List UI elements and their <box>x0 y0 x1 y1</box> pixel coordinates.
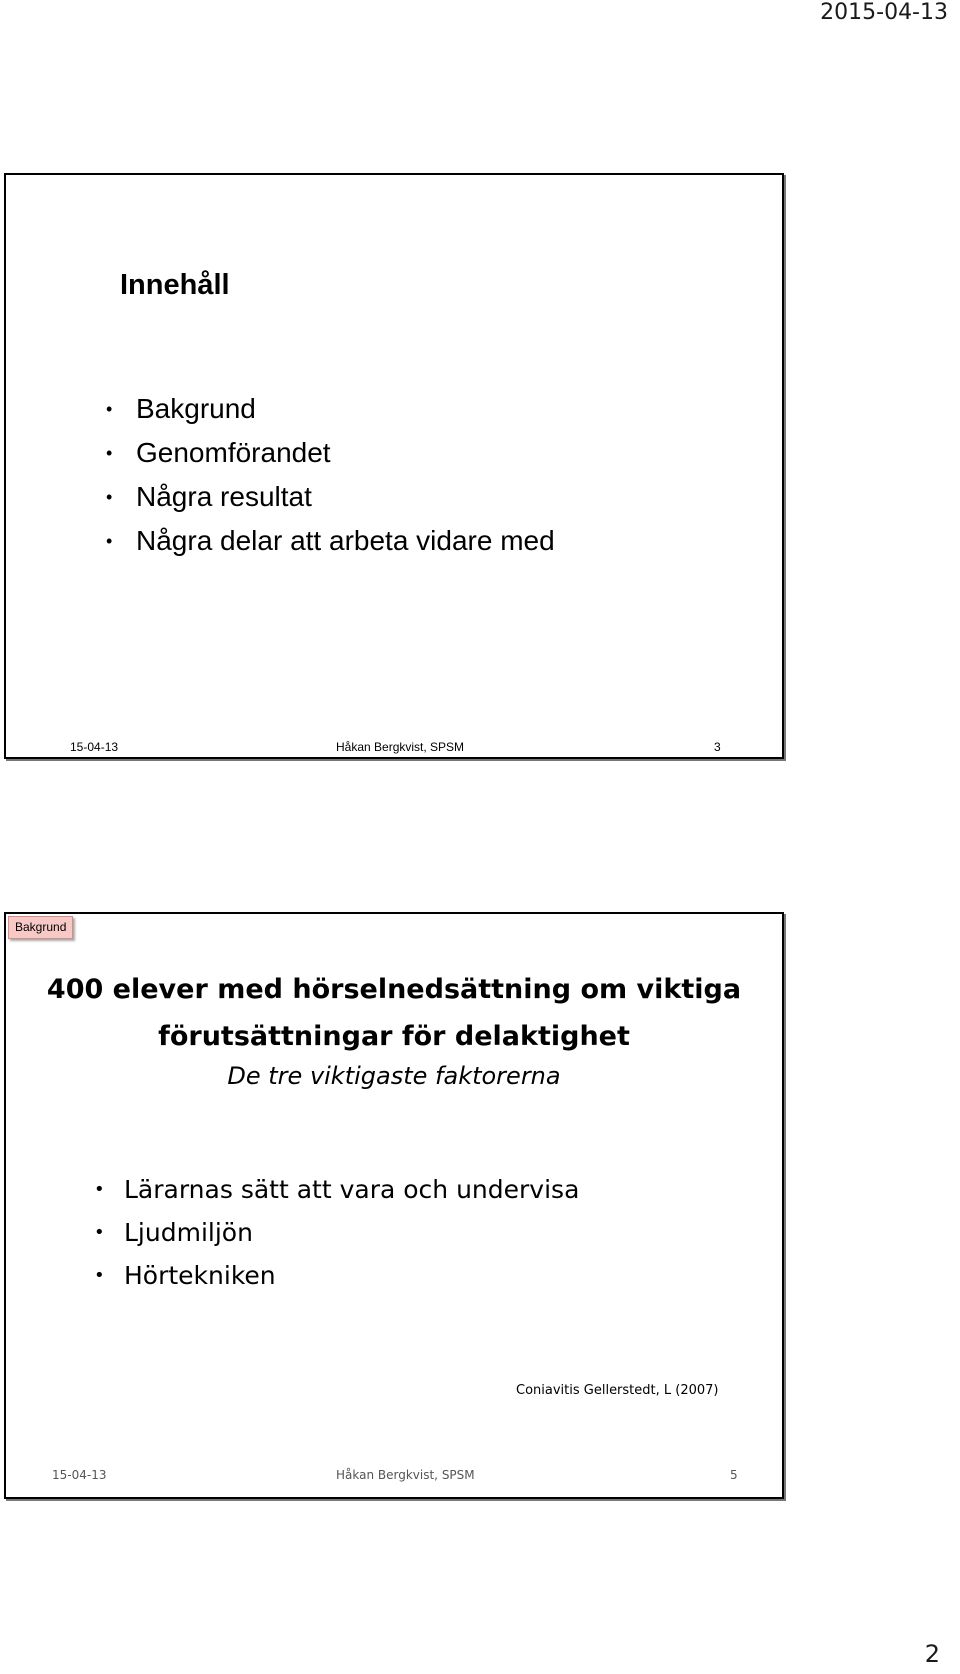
bullet-icon: • <box>106 531 113 551</box>
list-item-text: Hörtekniken <box>124 1261 276 1290</box>
list-item-text: Lärarnas sätt att vara och undervisa <box>124 1175 580 1204</box>
slide-heading <box>6 966 782 1060</box>
list-item <box>94 1211 579 1254</box>
slide-3 <box>4 173 784 759</box>
slide-title: Innehåll <box>120 269 230 301</box>
slide-number: 3 <box>714 740 721 754</box>
list-item-text: Några delar att arbeta vidare med <box>136 525 555 556</box>
bullet-icon: • <box>94 1179 105 1200</box>
bullet-icon: • <box>106 399 113 419</box>
slide-footer-author: Håkan Bergkvist, SPSM <box>336 740 465 754</box>
list-item <box>106 475 555 519</box>
section-tag: Bakgrund <box>8 916 73 939</box>
list-item-text: Ljudmiljön <box>124 1218 253 1247</box>
citation: Coniavitis Gellerstedt, L (2007) <box>516 1383 719 1398</box>
slide-5 <box>4 912 784 1499</box>
heading-line: 400 elever med hörselnedsättning om viktiga <box>46 974 742 1005</box>
bullet-icon: • <box>106 443 113 463</box>
slide-footer-date: 15-04-13 <box>52 1468 107 1482</box>
bullet-icon: • <box>94 1222 105 1243</box>
heading-line: förutsättningar för delaktighet <box>158 1021 630 1052</box>
list-item <box>94 1168 579 1211</box>
list-item-text: Genomförandet <box>136 437 331 468</box>
list-item <box>106 387 555 431</box>
slide-subheading: De tre viktigaste faktorerna <box>227 1062 561 1090</box>
bullet-list <box>106 387 555 563</box>
slide-footer-date: 15-04-13 <box>70 740 119 754</box>
page-date: 2015-04-13 <box>820 0 948 25</box>
list-item <box>106 431 555 475</box>
list-item <box>106 519 555 563</box>
page-number: 2 <box>924 1640 940 1668</box>
slide-number: 5 <box>730 1468 738 1482</box>
bullet-icon: • <box>106 487 113 507</box>
slide-footer-author: Håkan Bergkvist, SPSM <box>336 1468 475 1482</box>
bullet-list <box>94 1168 579 1297</box>
bullet-icon: • <box>94 1265 105 1286</box>
list-item <box>94 1254 579 1297</box>
list-item-text: Bakgrund <box>136 393 256 424</box>
list-item-text: Några resultat <box>136 481 312 512</box>
